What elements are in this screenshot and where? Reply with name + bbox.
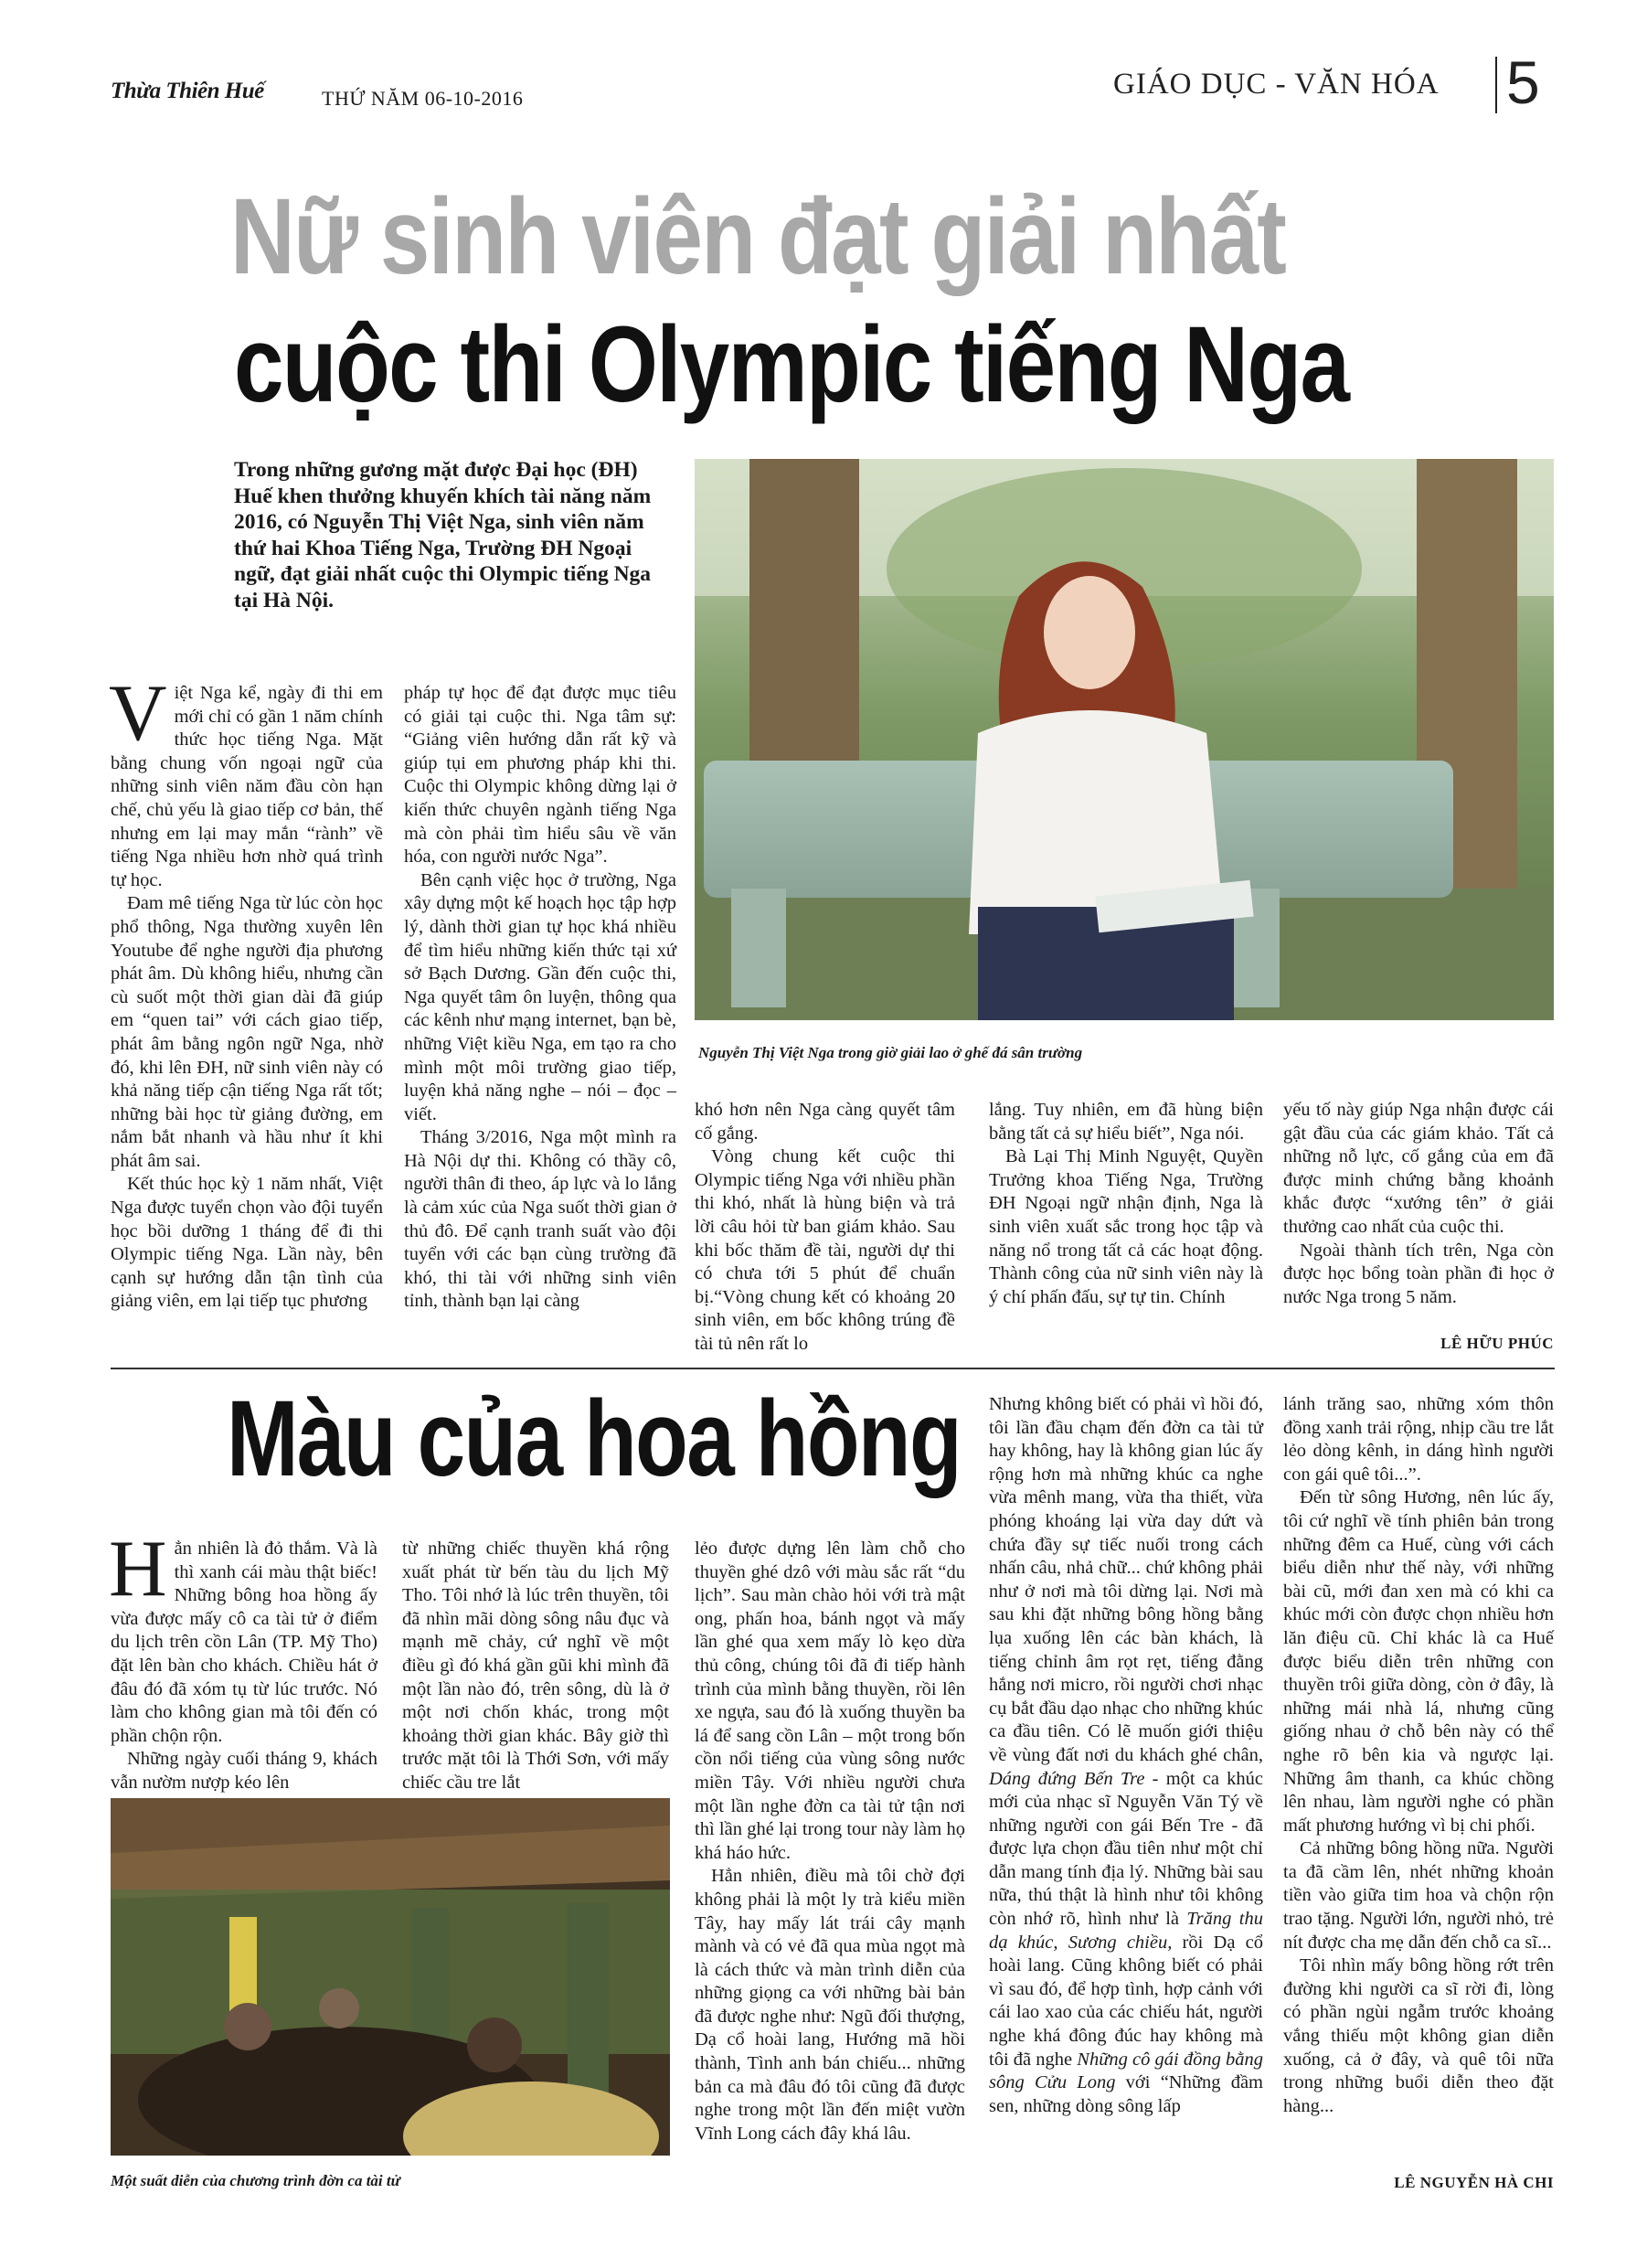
paragraph: Bên cạnh việc học ở trường, Nga xây dựng một kế hoạch học tập hợp lý, dành thời gian tự học khá nhiều để tìm hiểu những kiến thức tại xứ sở Bạch Dương. Gần đến cuộc thi, Nga quyết tâm ôn luyện, thông qua các kênh như mạng internet, bạn bè, những Việt kiều Nga, em tạo ra cho mình một môi trường giao tiếp, luyện khả năng nghe – nói – đọc – viết. [404,869,676,1124]
paragraph: Hẳn nhiên, điều mà tôi chờ đợi không phải là một ly trà kiểu miền Tây, hay mấy lát trái cây mạnh mành và có vẻ đã qua mùa ngọt mà là cách thức và màn trình diễn của những giọng ca với những bài bản đã được nghe như: Ngũ đối thượng, Dạ cổ hoài lang, Hướng mã hồi thành, Tình anh bán chiếu... những bản ca mà đâu đó tôi cũng đã được nghe trong một lần đến miệt vườn Vĩnh Long cách đây khá lâu. [695,1866,965,2144]
paragraph: iệt Nga kể, ngày đi thi em mới chỉ có gần 1 năm chính thức học tiếng Nga. Mặt bằng chung vốn ngoại ngữ của những sinh viên năm đầu còn hạn chế, chủ yếu là giao tiếp cơ bản, thế nhưng em lại may mắn “rành” về tiếng Nga nhiều hơn nhờ quá trình tự học. [111,683,383,890]
song-title: Trăng thu dạ khúc, Sương chiều, [989,1909,1263,1953]
paragraph: Đam mê tiếng Nga từ lúc còn học phổ thông, Nga thường xuyên lên Youtube để nghe người địa phương phát âm. Dù không hiểu, nhưng cần cù suốt một thời gian dài đã giúp em “quen tai” với cách giao tiếp, phát âm bằng ngôn ngữ Nga, nhờ đó, khi lên ĐH, nữ sinh viên này có khả năng tiếp cận tiếng Nga rất tốt; những bài học từ giảng đường, em nắm bắt nhanh và hầu như ít khi phát âm sai. [111,893,383,1171]
paragraph: Tháng 3/2016, Nga một mình ra Hà Nội dự thi. Không có thầy cô, người thân đi theo, áp lực và lo lắng là cảm xúc của Nga suốt thời gian ở thủ đô. Để cạnh tranh suất vào đội tuyển với các bạn cùng trường đã khó, thi tài với những sinh viên tỉnh, thành bạn lại càng [404,1127,676,1312]
text-run: rồi Dạ cổ hoài lang. Cũng không biết có phải vì sau đó, để hợp tình, hợp cảnh với cái lao xao của các chiếu hát, người nghe khá đông đúc hay không mà tôi đã nghe [989,1932,1263,2070]
paragraph: từ những chiếc thuyền khá rộng xuất phát từ bến tàu du lịch Mỹ Tho. Tôi nhớ là lúc trên thuyền, tôi đã nhìn mãi dòng sông nâu đục và mạnh mẽ chảy, cứ nghĩ về một điều gì đó khá gần gũi khi mình đã một lần nào đó, trên sông, dù là ở một nơi chốn khác, trong một khoảng thời gian khác. Bây giờ thì trước mặt tôi là Thới Sơn, với mấy chiếc cầu tre lắt [402,1539,669,1793]
section-title: GIÁO DỤC - VĂN HÓA [1113,68,1440,101]
song-title: Dáng đứng Bến Tre [989,1768,1145,1789]
paragraph: lắng. Tuy nhiên, em đã hùng biện bằng tất cả sự hiểu biết”, Nga nói. [989,1100,1263,1144]
article1-column-4 [989,1099,1263,1309]
paragraph: pháp tự học để đạt được mục tiêu có giải tại cuộc thi. Nga tâm sự: “Giảng viên hướng dẫn rất kỹ và giúp tụi em phương pháp khi thi. Cuộc thi Olympic không dừng lại ở kiến thức chuyên ngành tiếng Nga mà còn phải tìm hiểu sâu về văn hóa, con người nước Nga”. [404,683,676,868]
paragraph: Vòng chung kết cuộc thi Olympic tiếng Nga với nhiều phần thi khó, nhất là hùng biện và trả lời câu hỏi từ ban giám khảo. Sau khi bốc thăm đề tài, người dự thi có chưa tới 5 phút để chuẩn bị.“Vòng chung kết có khoảng 20 sinh viên, em bốc không trúng đề tài tủ nên rất lo [695,1146,955,1354]
text-run: - một ca khúc mới của nhạc sĩ Nguyễn Văn Tý về những người con gái Bến Tre - đã được lựa chọn đầu tiên như một chỉ dẫn mang tính địa lý. Những bài sau nữa, thú thật là hình như tôi không còn nhớ rõ, hình như là [989,1768,1263,1930]
article1-column-3 [695,1099,955,1357]
paragraph: yếu tố này giúp Nga nhận được cái gật đầu của các giám khảo. Tất cả những nỗ lực, cố gắng của em đã được minh chứng bằng khoảnh khắc được “xướng tên” ở giải thưởng cao nhất của cuộc thi. [1283,1100,1554,1237]
paragraph: Bà Lại Thị Minh Nguyệt, Quyền Trưởng khoa Tiếng Nga, Trường ĐH Ngoại ngữ nhận định, Nga là sinh viên xuất sắc trong học tập và năng nổ trong tất cả các hoạt động. Thành công của nữ sinh viên này là ý chí phấn đấu, sự tự tin. Chính [989,1146,1263,1307]
paragraph: ẳn nhiên là đỏ thắm. Và là thì xanh cái màu thật biếc! Những bông hoa hồng ấy vừa được mấy cô ca tài tử ở điểm du lịch trên cồn Lân (TP. Mỹ Tho) đặt lên bàn cho khách. Chiều hát ở đâu đó đã xóm tụ từ lúc trước. Nó làm cho không gian mà tôi đến có phần chộn rộn. [111,1539,377,1746]
article1-column-1 [109,669,383,1314]
paragraph: khó hơn nên Nga càng quyết tâm cố gắng. [695,1100,955,1144]
header-divider [1495,57,1497,113]
song-title: Những cô gái đồng bằng sông Cửu Long [989,2049,1264,2093]
page-number: 5 [1506,48,1540,116]
article1-dropcap: V [109,669,167,758]
article1-photo-caption: Nguyễn Thị Việt Nga trong giờ giải lao ở ghế đá sân trường [698,1044,1083,1061]
paragraph: Đến từ sông Hương, nên lúc ấy, tôi cứ nghĩ về tính phiên bản trong những đêm ca Huế, cùng với cách biểu diễn như thế này, với những bài cũ, mới đan xen mà có khi ca khúc mới còn được chọn nhiều hơn lăn điệu cũ. Chỉ khác là ca Huế được biểu diễn trên những con thuyền trôi giữa dòng, còn ở đây, là những mái nhà lá, nhưng cũng giống nhau ở chỗ bên này có thể nghe rõ bên kia và ngược lại. Những âm thanh, ca khúc chồng lên nhau, làm người nghe có phần mất phương hướng vì bị chi phối. [1283,1487,1554,1836]
article1-column-5 [1283,1099,1554,1309]
article1-photo [695,459,1554,1020]
text-run: Nhưng không biết có phải vì hồi đó, tôi lần đầu chạm đến đờn ca tài tử hay không, hay là không gian lúc ấy rộng hơn mà những khúc ca nghe vừa mênh mang, vừa tha thiết, vừa phóng khoáng lại vừa day dứt và chứa đầy sự tiếc nuối trong cách nhấn câu, nhả chữ... chứ không phải như ở nơi mà tôi dừng lại. Nơi mà sau khi đặt những bông hồng bằng lụa xuống lên các bàn khách, là tiếng chỉnh âm rọt rẹt, tiếng đằng hắng nơi micro, rồi người chơi nhạc cụ bắt đầu dạo nhạc cho những khúc ca đầu tiên. Có lẽ muốn giới thiệu về vùng đất nơi du khách ghé chân, [989,1394,1263,1765]
paragraph: Cả những bông hồng nữa. Người ta đã cầm lên, nhét những khoản tiền vào giữa tim hoa và chộn rộn trao tặng. Người lớn, người nhỏ, trẻ nít được cha mẹ dẫn đến chỗ ca sĩ... [1283,1838,1554,1953]
article2-photo-caption: Một suất diễn của chương trình đờn ca tài tử [111,2172,400,2189]
article1-title-line2: cuộc thi Olympic tiếng Nga [234,304,1349,425]
article1-column-2 [404,682,676,1314]
paragraph: lẻo được dựng lên làm chỗ cho thuyền ghé dzô với màu sắc rất “du lịch”. Sau màn chào hỏi với trà mật ong, phấn hoa, bánh ngọt và mấy lần ghé qua xem mấy lò kẹo dừa thủ công, chúng tôi đã đi tiếp hành trình của mình bằng thuyền, rồi lên xe ngựa, sau đó là xuống thuyền ba lá để sang cồn Lân – một trong bốn cồn nổi tiếng của vùng sông nước miền Tây. Với nhiều người chưa một lần nghe đờn ca tài tử tận nơi thì lần ghé lại trong tour này làm họ khá háo hức. [695,1539,965,1863]
article1-title-line1: Nữ sinh viên đạt giải nhất [230,176,1286,297]
article2-byline: LÊ NGUYỄN HÀ CHI [1394,2174,1554,2191]
paragraph: Kết thúc học kỳ 1 năm nhất, Việt Nga được tuyển chọn vào đội tuyển học bồi dưỡng 1 tháng để đi thi Olympic tiếng Nga. Lần này, bên cạnh sự hướng dẫn tận tình của giảng viên, em lại tiếp tục phương [111,1174,383,1312]
article2-column-5 [1283,1393,1554,2118]
paragraph: Những ngày cuối tháng 9, khách vẫn nườm nượp kéo lên [111,1749,377,1793]
article2-column-3 [695,1538,965,2146]
article2-dropcap: H [109,1525,167,1613]
article2-column-2 [402,1538,669,1795]
article1-byline: LÊ HỮU PHÚC [1440,1335,1554,1352]
newspaper-name: Thừa Thiên Huế [111,79,264,103]
article2-photo [111,1798,670,2156]
article1-lead: Trong những gương mặt được Đại học (ĐH) Huế khen thưởng khuyến khích tài năng năm 2016, có Nguyễn Thị Việt Nga, sinh viên năm thứ hai Khoa Tiếng Nga, Trường ĐH Ngoại ngữ, đạt giải nhất cuộc thi Olympic tiếng Nga tại Hà Nội. [234,458,652,612]
article2-column-1 [109,1525,377,1795]
article2-title: Màu của hoa hồng [227,1379,962,1499]
issue-date: THỨ NĂM 06-10-2016 [322,87,524,110]
article2-column-4 [989,1393,1263,2118]
article-separator [111,1368,1555,1369]
paragraph: Tôi nhìn mấy bông hồng rớt trên đường khi người ca sĩ rời đi, lòng có phần ngùi ngẫm trước khoảng vắng thiếu một không gian diễn xuống, cả ở đây, và quê tôi nữa trong những buổi diễn theo đặt hàng... [1283,1955,1554,2116]
paragraph: lánh trăng sao, những xóm thôn đồng xanh trải rộng, nhịp cầu tre lắt lẻo dòng kênh, in dáng hình người con gái quê tôi...”. [1283,1394,1554,1485]
paragraph: Ngoài thành tích trên, Nga còn được học bổng toàn phần đi học ở nước Nga trong 5 năm. [1283,1240,1554,1307]
text-run: với “Những đầm sen, những dòng sông lấp [989,2072,1263,2116]
